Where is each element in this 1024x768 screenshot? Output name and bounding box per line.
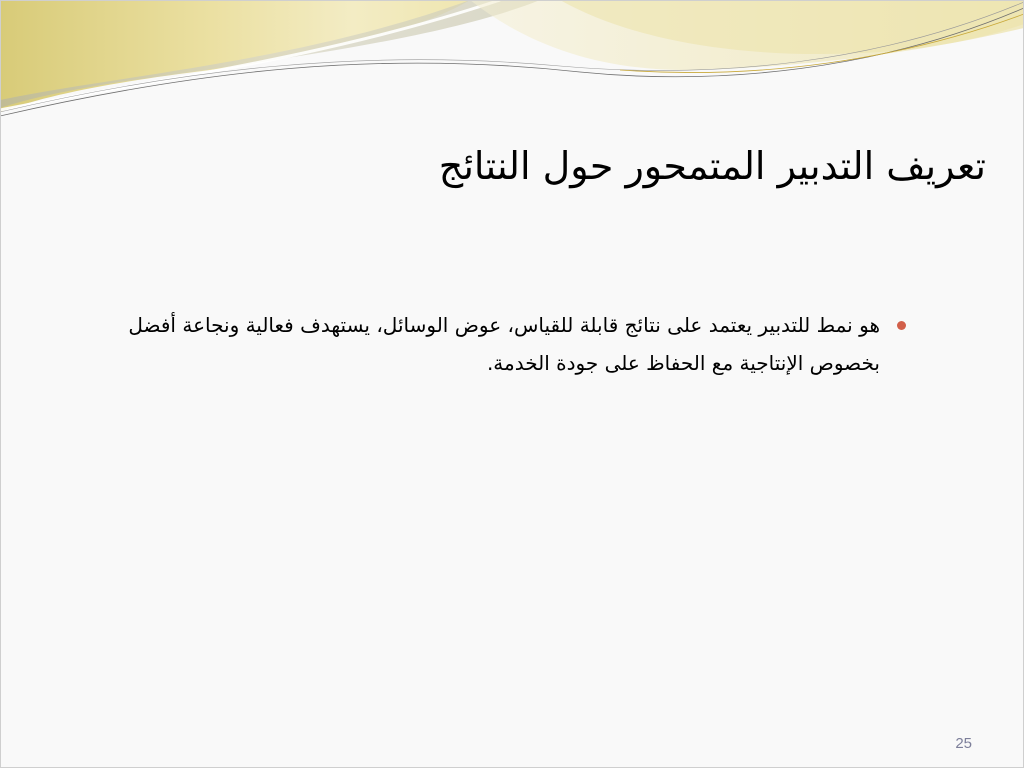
bullet-item: [116, 306, 906, 382]
bullet-list: [116, 306, 906, 382]
bullet-text: هو نمط للتدبير يعتمد على نتائج قابلة للقياس، عوض الوسائل، يستهدف فعالية ونجاعة أفضل بخصوص الإنتاجية مع الحفاظ على جودة الخدمة.: [128, 313, 880, 375]
slide-number: 25: [955, 735, 972, 752]
slide-title: تعريف التدبير المتمحور حول النتائج: [438, 144, 986, 188]
bullet-dot-icon: [897, 321, 906, 330]
header-swoosh-decoration: [0, 0, 1024, 140]
